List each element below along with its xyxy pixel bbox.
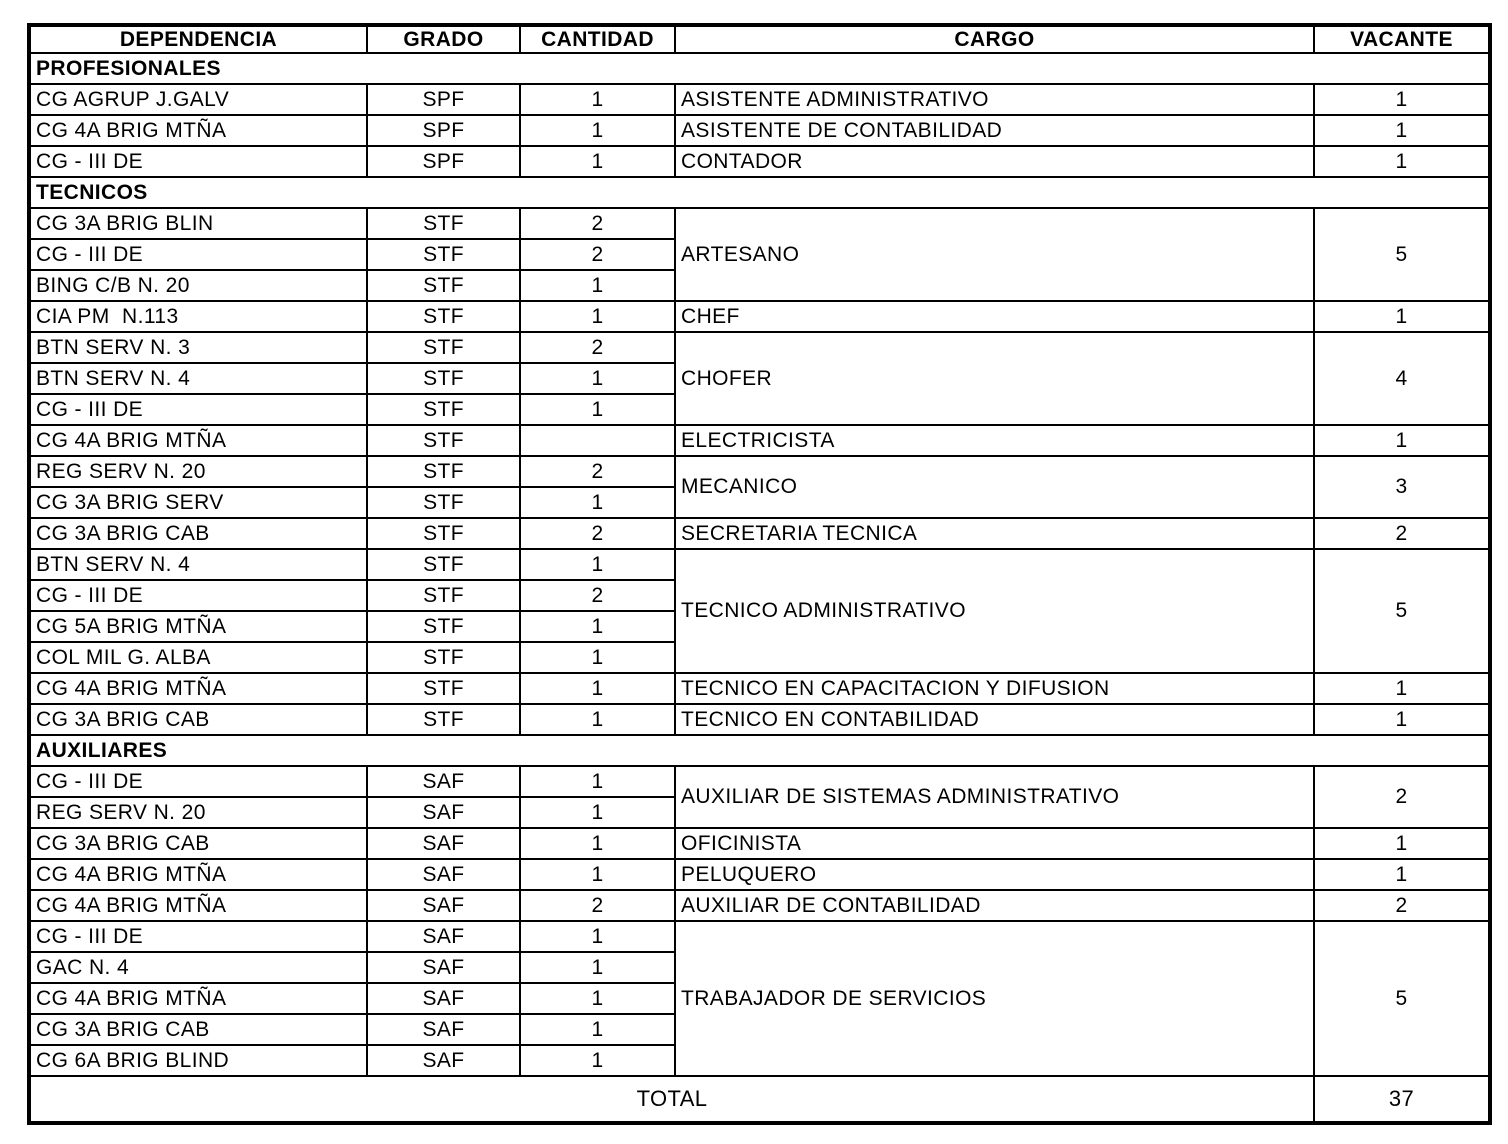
vacante-cell: 1 <box>1314 828 1490 859</box>
cantidad-cell: 2 <box>520 890 675 921</box>
vacante-cell: 3 <box>1314 456 1490 518</box>
section-title: TECNICOS <box>29 177 1490 208</box>
table-row <box>29 518 1490 549</box>
cantidad-cell: 1 <box>520 301 675 332</box>
table-row <box>29 766 1490 797</box>
section-title: AUXILIARES <box>29 735 1490 766</box>
table-row <box>29 425 1490 456</box>
vacante-cell: 1 <box>1314 704 1490 735</box>
cargo-cell: TECNICO EN CAPACITACION Y DIFUSION <box>675 673 1314 704</box>
cantidad-cell: 1 <box>520 952 675 983</box>
dependencia-cell: CG - III DE <box>29 394 367 425</box>
grado-cell: STF <box>367 673 520 704</box>
dependencia-cell: CG 4A BRIG MTÑA <box>29 983 367 1014</box>
table-row <box>29 890 1490 921</box>
column-header-dependencia: DEPENDENCIA <box>29 25 367 53</box>
cargo-cell: PELUQUERO <box>675 859 1314 890</box>
grado-cell: SPF <box>367 115 520 146</box>
cantidad-cell: 1 <box>520 115 675 146</box>
cantidad-cell: 1 <box>520 983 675 1014</box>
dependencia-cell: CG 4A BRIG MTÑA <box>29 673 367 704</box>
grado-cell: STF <box>367 580 520 611</box>
cargo-cell: ASISTENTE DE CONTABILIDAD <box>675 115 1314 146</box>
header-row <box>29 25 1490 53</box>
section-header-row <box>29 735 1490 766</box>
cargo-cell: SECRETARIA TECNICA <box>675 518 1314 549</box>
cantidad-cell: 2 <box>520 456 675 487</box>
dependencia-cell: BING C/B N. 20 <box>29 270 367 301</box>
cantidad-cell: 1 <box>520 394 675 425</box>
vacante-cell: 1 <box>1314 673 1490 704</box>
dependencia-cell: CG 6A BRIG BLIND <box>29 1045 367 1076</box>
table-row <box>29 84 1490 115</box>
table-row <box>29 921 1490 952</box>
column-header-cantidad: CANTIDAD <box>520 25 675 53</box>
grado-cell: STF <box>367 394 520 425</box>
section-title: PROFESIONALES <box>29 53 1490 84</box>
dependencia-cell: GAC N. 4 <box>29 952 367 983</box>
cantidad-cell: 1 <box>520 1014 675 1045</box>
grado-cell: SAF <box>367 890 520 921</box>
cargo-cell: AUXILIAR DE SISTEMAS ADMINISTRATIVO <box>675 766 1314 828</box>
dependencia-cell: CG 4A BRIG MTÑA <box>29 859 367 890</box>
dependencia-cell: CG 4A BRIG MTÑA <box>29 890 367 921</box>
table-row <box>29 456 1490 487</box>
vacante-cell: 1 <box>1314 859 1490 890</box>
cantidad-cell: 1 <box>520 1045 675 1076</box>
table-row <box>29 859 1490 890</box>
table-row <box>29 301 1490 332</box>
dependencia-cell: REG SERV N. 20 <box>29 456 367 487</box>
table-row <box>29 208 1490 239</box>
grado-cell: SAF <box>367 766 520 797</box>
total-row <box>29 1076 1490 1123</box>
cantidad-cell: 1 <box>520 828 675 859</box>
grado-cell: STF <box>367 208 520 239</box>
dependencia-cell: CG 5A BRIG MTÑA <box>29 611 367 642</box>
cantidad-cell: 2 <box>520 580 675 611</box>
total-value: 37 <box>1314 1076 1490 1123</box>
cargo-cell: TRABAJADOR DE SERVICIOS <box>675 921 1314 1076</box>
vacante-cell: 1 <box>1314 301 1490 332</box>
vacante-cell: 2 <box>1314 518 1490 549</box>
table-row <box>29 549 1490 580</box>
dependencia-cell: CG 3A BRIG CAB <box>29 1014 367 1045</box>
cantidad-cell: 1 <box>520 921 675 952</box>
cantidad-cell: 2 <box>520 518 675 549</box>
table-row <box>29 146 1490 177</box>
cargo-cell: MECANICO <box>675 456 1314 518</box>
grado-cell: SPF <box>367 84 520 115</box>
column-header-cargo: CARGO <box>675 25 1314 53</box>
cantidad-cell: 1 <box>520 363 675 394</box>
grado-cell: SPF <box>367 146 520 177</box>
column-header-grado: GRADO <box>367 25 520 53</box>
table-row <box>29 828 1490 859</box>
vacante-cell: 2 <box>1314 890 1490 921</box>
dependencia-cell: CG - III DE <box>29 239 367 270</box>
cargo-cell: TECNICO EN CONTABILIDAD <box>675 704 1314 735</box>
dependencia-cell: CG - III DE <box>29 921 367 952</box>
grado-cell: STF <box>367 456 520 487</box>
section-header-row <box>29 53 1490 84</box>
grado-cell: SAF <box>367 983 520 1014</box>
dependencia-cell: COL MIL G. ALBA <box>29 642 367 673</box>
dependencia-cell: CG - III DE <box>29 580 367 611</box>
total-label: TOTAL <box>29 1076 1314 1123</box>
cantidad-cell: 2 <box>520 208 675 239</box>
grado-cell: STF <box>367 363 520 394</box>
vacante-cell: 1 <box>1314 146 1490 177</box>
cargo-cell: CHEF <box>675 301 1314 332</box>
cantidad-cell: 2 <box>520 332 675 363</box>
grado-cell: STF <box>367 239 520 270</box>
dependencia-cell: CG 3A BRIG BLIN <box>29 208 367 239</box>
cargo-cell: CONTADOR <box>675 146 1314 177</box>
table-row <box>29 673 1490 704</box>
dependencia-cell: CG 3A BRIG CAB <box>29 704 367 735</box>
grado-cell: SAF <box>367 1045 520 1076</box>
grado-cell: STF <box>367 611 520 642</box>
grado-cell: STF <box>367 301 520 332</box>
cantidad-cell: 1 <box>520 146 675 177</box>
vacante-cell: 1 <box>1314 115 1490 146</box>
table-row <box>29 332 1490 363</box>
dependencia-cell: CG 4A BRIG MTÑA <box>29 425 367 456</box>
cantidad-cell: 1 <box>520 487 675 518</box>
grado-cell: STF <box>367 487 520 518</box>
dependencia-cell: BTN SERV N. 4 <box>29 549 367 580</box>
cargo-cell: ASISTENTE ADMINISTRATIVO <box>675 84 1314 115</box>
dependencia-cell: CG AGRUP J.GALV <box>29 84 367 115</box>
cantidad-cell: 1 <box>520 859 675 890</box>
vacante-cell: 4 <box>1314 332 1490 425</box>
grado-cell: SAF <box>367 797 520 828</box>
vacante-cell: 5 <box>1314 921 1490 1076</box>
cantidad-cell: 1 <box>520 611 675 642</box>
grado-cell: SAF <box>367 921 520 952</box>
vacante-cell: 5 <box>1314 549 1490 673</box>
grado-cell: SAF <box>367 952 520 983</box>
cantidad-cell: 1 <box>520 673 675 704</box>
cantidad-cell: 1 <box>520 704 675 735</box>
column-header-vacante: VACANTE <box>1314 25 1490 53</box>
dependencia-cell: CG 3A BRIG SERV <box>29 487 367 518</box>
grado-cell: STF <box>367 549 520 580</box>
vacante-cell: 1 <box>1314 425 1490 456</box>
dependencia-cell: BTN SERV N. 3 <box>29 332 367 363</box>
cantidad-cell: 1 <box>520 270 675 301</box>
dependencia-cell: CG - III DE <box>29 146 367 177</box>
dependencia-cell: CG 3A BRIG CAB <box>29 828 367 859</box>
vacante-cell: 2 <box>1314 766 1490 828</box>
cargo-cell: CHOFER <box>675 332 1314 425</box>
cantidad-cell: 1 <box>520 766 675 797</box>
vacante-cell: 1 <box>1314 84 1490 115</box>
dependencia-cell: BTN SERV N. 4 <box>29 363 367 394</box>
cantidad-cell <box>520 425 675 456</box>
cantidad-cell: 2 <box>520 239 675 270</box>
table-row <box>29 704 1490 735</box>
cargo-cell: OFICINISTA <box>675 828 1314 859</box>
dependencia-cell: CG 3A BRIG CAB <box>29 518 367 549</box>
cargo-cell: ARTESANO <box>675 208 1314 301</box>
grado-cell: STF <box>367 642 520 673</box>
grado-cell: STF <box>367 270 520 301</box>
dependencia-cell: CIA PM N.113 <box>29 301 367 332</box>
grado-cell: STF <box>367 425 520 456</box>
cargo-cell: ELECTRICISTA <box>675 425 1314 456</box>
cantidad-cell: 1 <box>520 797 675 828</box>
grado-cell: STF <box>367 332 520 363</box>
cantidad-cell: 1 <box>520 84 675 115</box>
dependencia-cell: CG 4A BRIG MTÑA <box>29 115 367 146</box>
cantidad-cell: 1 <box>520 642 675 673</box>
dependencia-cell: REG SERV N. 20 <box>29 797 367 828</box>
cargo-cell: AUXILIAR DE CONTABILIDAD <box>675 890 1314 921</box>
grado-cell: STF <box>367 518 520 549</box>
grado-cell: SAF <box>367 1014 520 1045</box>
grado-cell: STF <box>367 704 520 735</box>
section-header-row <box>29 177 1490 208</box>
vacante-cell: 5 <box>1314 208 1490 301</box>
table-row <box>29 115 1490 146</box>
cantidad-cell: 1 <box>520 549 675 580</box>
grado-cell: SAF <box>367 828 520 859</box>
grado-cell: SAF <box>367 859 520 890</box>
dependencia-cell: CG - III DE <box>29 766 367 797</box>
cargo-cell: TECNICO ADMINISTRATIVO <box>675 549 1314 673</box>
vacancy-table <box>27 23 1492 1125</box>
